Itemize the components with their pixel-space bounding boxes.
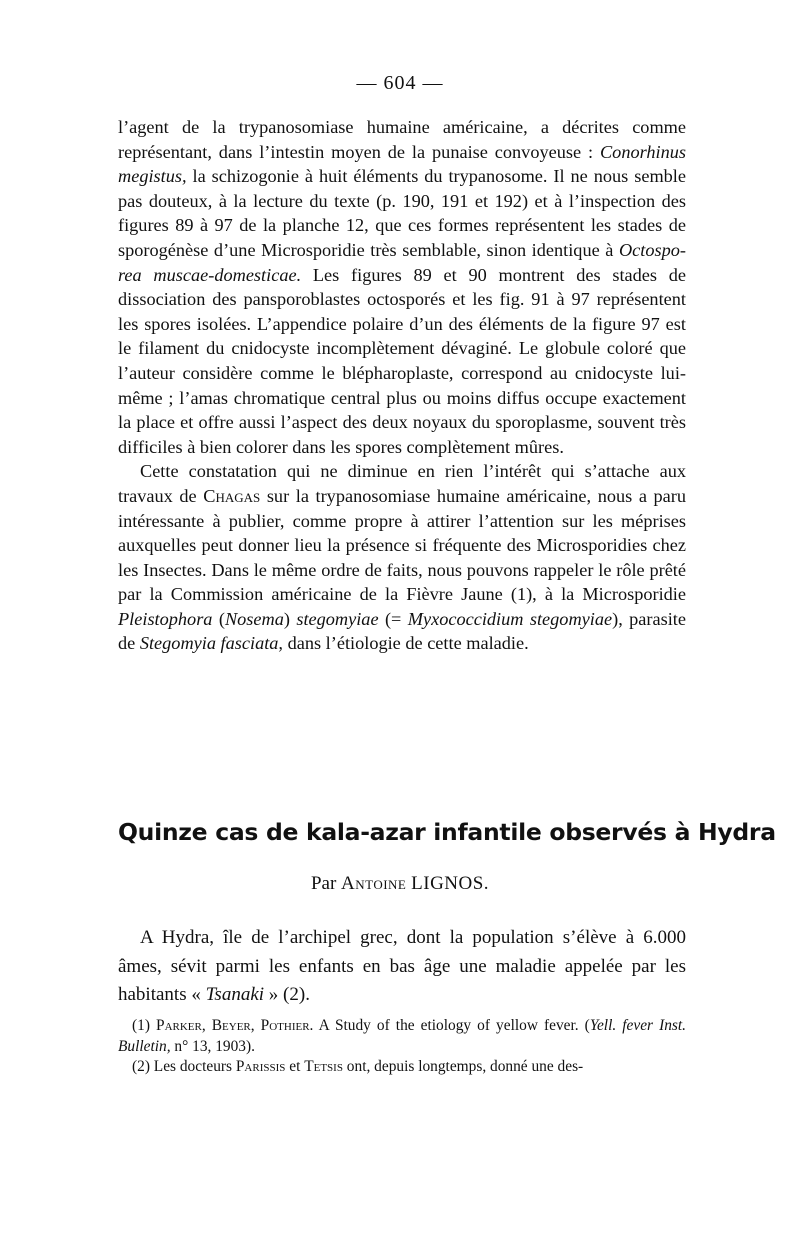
italic-run: Tsanaki — [205, 984, 265, 1005]
author-first-name: Antoine — [341, 873, 407, 894]
italic-run: Conorhinus megistus, — [118, 141, 686, 187]
author-last-name: LIGNOS. — [411, 873, 490, 894]
footnote-2 — [118, 1057, 686, 1078]
text-run: la schizogonie à huit éléments du trypanosome. Il ne nous semble pas douteux, à la lecture du texte (p. 190, 191 et 192) et à l’inspection des figures 89 à 97 de la planche 12, que ces formes représentent les stades de sporogénèse d’une Microsporidie très semblable, sinon identique à — [118, 166, 686, 260]
text-run: dans l’étiologie de cette maladie. — [283, 633, 529, 654]
main-text — [118, 115, 686, 656]
text-run: » (2). — [264, 984, 310, 1005]
italic-run: Yell. fever Inst. Bulletin, — [118, 1017, 687, 1055]
byline-prefix: Par — [310, 873, 342, 894]
text-run: A Study of the etiology of yellow fever. ( — [313, 1017, 590, 1034]
text-run: A Hydra, île de l’archipel grec, dont la population s’élève à 6.000 âmes, sévit parmi les enfants en bas âge une maladie appelée par les habitants « — [118, 927, 686, 1005]
text-run: (2) Les docteurs — [132, 1058, 236, 1075]
text-run: n° 13, 1903). — [170, 1037, 255, 1055]
small-caps-run: Parissis — [235, 1058, 286, 1075]
italic-run: Stegomyia fasciata, — [139, 633, 284, 654]
italic-run: Pleistophora — [118, 608, 213, 629]
text-run: ) — [283, 608, 297, 629]
small-caps-run: Tetsis — [304, 1058, 343, 1075]
text-run: ( — [212, 608, 225, 629]
italic-run: Myxococcidium stegomyiae — [407, 608, 613, 629]
small-caps-run: Chagas — [203, 485, 261, 506]
small-caps-run: Parker, Beyer, Pothier. — [156, 1017, 314, 1034]
footnotes — [118, 1016, 686, 1078]
text-run: (1) — [132, 1017, 157, 1034]
byline — [0, 873, 800, 895]
article-title: Quinze cas de kala-azar infantile observés à Hydra — [118, 818, 776, 846]
italic-run: Octosporea muscae-domesticae. — [118, 239, 686, 285]
page-number: — 604 — — [356, 72, 444, 94]
footnote-1 — [118, 1016, 686, 1057]
italic-run: stegomyiae — [296, 608, 379, 629]
text-run: l’agent de la trypanosomiase humaine américaine, a décrites comme représentant, dans l’intestin moyen de la punaise convoyeuse : — [118, 117, 686, 162]
italic-run: Nosema — [224, 608, 284, 629]
text-run: Les figures 89 et 90 montrent des stades de dissociation des pansporoblastes octosporés et les fig. 91 à 97 représentent les spores isolées. L’appendice polaire d’un des éléments de la figure 97 est le filament du cnidocyste incomplètement dévaginé. Le globule coloré que l’auteur considère comme le blépharoplaste, correspond au cnidocyste lui-même ; l’amas chromatique central plus ou moins diffus occupe exactement la place et offre aussi l’aspect des deux noyaux du sporoplasme, souvent très difficiles à bien colorer dans les spores complètement mûres. — [118, 264, 686, 457]
paragraph-1 — [118, 115, 686, 459]
text-run: et — [285, 1058, 305, 1075]
paragraph-2 — [118, 459, 686, 656]
paragraph-3 — [118, 924, 686, 1010]
article-text — [118, 924, 686, 1010]
text-run: (= — [378, 608, 408, 629]
text-run: sur la trypanosomiase humaine américaine, nous a paru intéressante à publier, comme propre à attirer l’attention sur les méprises auxquelles peut donner lieu la présence si fréquente des Microsporidies chez les Insectes. Dans le même ordre de faits, nous pouvons rappeler le rôle prêté par la Commission américaine de la Fièvre Jaune (1), à la Microsporidie — [118, 485, 687, 605]
text-run: ), parasite de — [118, 608, 686, 654]
text-run: Cette constatation qui ne diminue en rien l’intérêt qui s’attache aux travaux de — [118, 461, 686, 506]
text-run: ont, depuis longtemps, donné une des- — [342, 1058, 584, 1075]
